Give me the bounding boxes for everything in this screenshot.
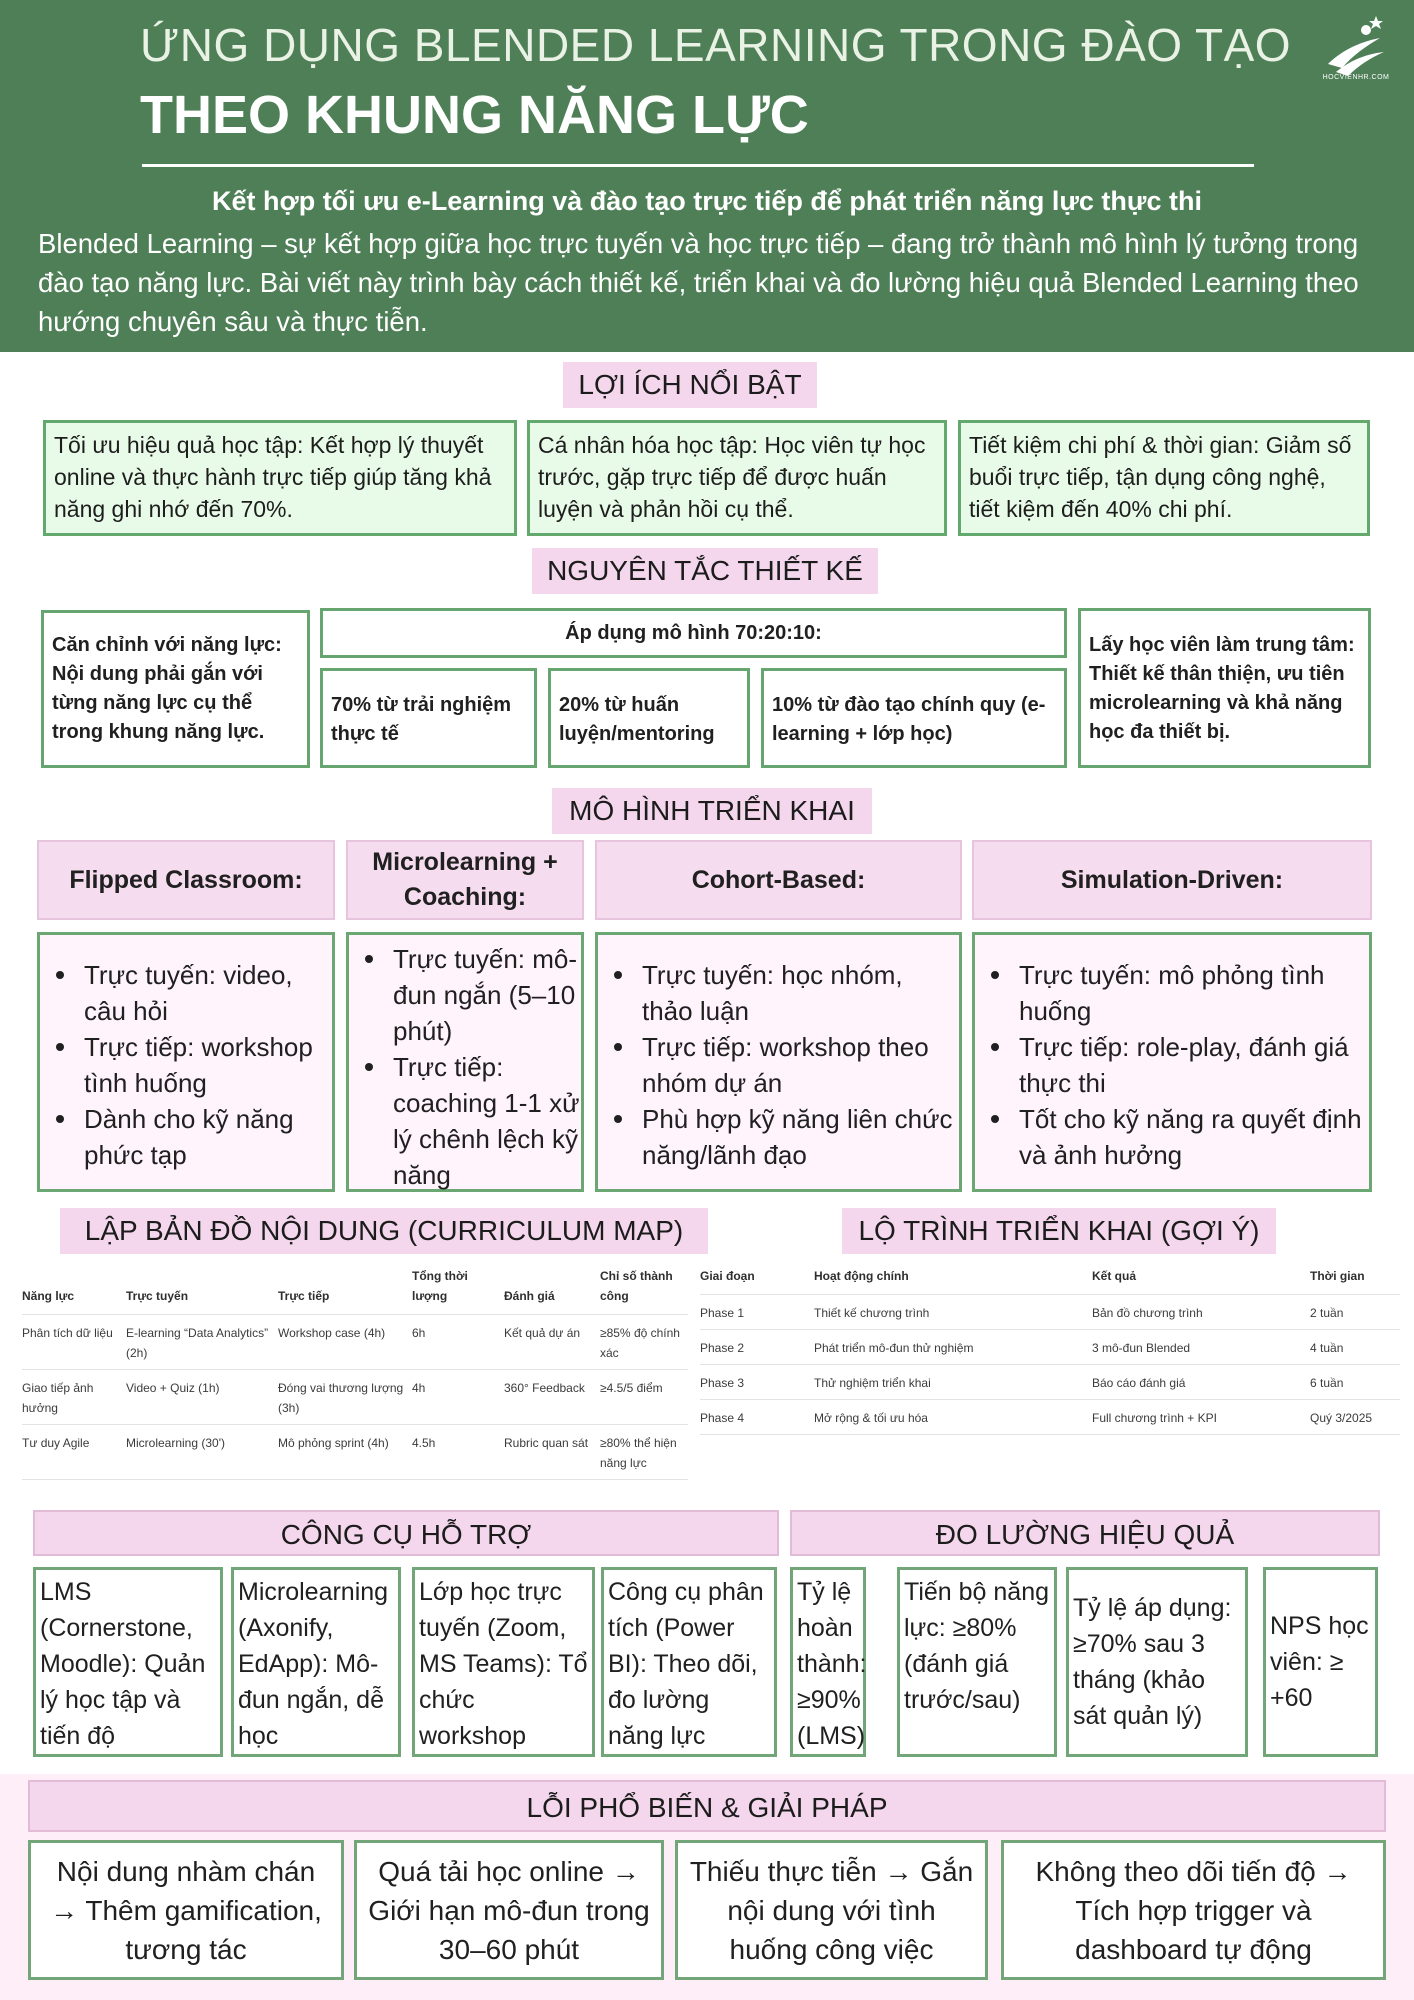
- model-bullet: Trực tuyến: mô phỏng tình huống: [975, 957, 1369, 1029]
- model-bullet: Trực tiếp: workshop theo nhóm dự án: [598, 1029, 959, 1101]
- table-cell: Phase 4: [700, 1400, 814, 1435]
- metric-text: NPS học viên: ≥ +60: [1270, 1612, 1369, 1712]
- table-cell: Phase 1: [700, 1295, 814, 1330]
- error-card: Nội dung nhàm chán → Thêm gamification, tương tác: [28, 1840, 344, 1980]
- table-row: [700, 1365, 1400, 1400]
- benefit-card: Cá nhân hóa học tập: Học viên tự học trước, gặp trực tiếp để được huấn luyện và phản hồi cụ thể.: [527, 420, 947, 536]
- table-row: [22, 1425, 688, 1480]
- subtitle: Kết hợp tối ưu e-Learning và đào tạo trực tiếp để phát triển năng lực thực thi: [212, 186, 1202, 216]
- table-cell: Thiết kế chương trình: [814, 1295, 1092, 1330]
- curriculum-title: LẬP BẢN ĐỒ NỘI DUNG (CURRICULUM MAP): [60, 1208, 708, 1254]
- model-heading: Cohort-Based:: [595, 840, 962, 920]
- model-heading: Flipped Classroom:: [37, 840, 335, 920]
- roadmap-title: LỘ TRÌNH TRIỂN KHAI (GỢI Ý): [842, 1208, 1276, 1254]
- table-row: [700, 1295, 1400, 1330]
- table-cell: Phase 2: [700, 1330, 814, 1365]
- table-cell: Mở rộng & tối ưu hóa: [814, 1400, 1092, 1435]
- benefit-card: Tiết kiệm chi phí & thời gian: Giảm số buổi trực tiếp, tận dụng công nghệ, tiết kiệm đến 40% chi phí.: [958, 420, 1370, 536]
- models-title: MÔ HÌNH TRIỂN KHAI: [552, 788, 872, 834]
- model-bullet: Trực tiếp: workshop tình huống: [40, 1029, 332, 1101]
- column-header: Thời gian: [1310, 1262, 1400, 1295]
- table-cell: 360° Feedback: [504, 1370, 600, 1425]
- table-cell: ≥4.5/5 điểm: [600, 1370, 688, 1425]
- model-heading: Simulation-Driven:: [972, 840, 1372, 920]
- column-header: Hoạt động chính: [814, 1262, 1092, 1295]
- table-cell: Video + Quiz (1h): [126, 1370, 278, 1425]
- table-row: [22, 1315, 688, 1370]
- table-cell: Kết quả dự án: [504, 1315, 600, 1370]
- table-cell: Đóng vai thương lượng (3h): [278, 1370, 412, 1425]
- table-cell: ≥80% thể hiện năng lực: [600, 1425, 688, 1480]
- table-cell: Microlearning (30'): [126, 1425, 278, 1480]
- column-header: Kết quả: [1092, 1262, 1310, 1295]
- tool-card: Công cụ phân tích (Power BI): Theo dõi, đo lường năng lực: [601, 1567, 777, 1757]
- model-bullet: Phù hợp kỹ năng liên chức năng/lãnh đạo: [598, 1101, 959, 1173]
- curriculum-table-wrap: [22, 1262, 688, 1480]
- table-cell: 6h: [412, 1315, 504, 1370]
- intro-paragraph: Blended Learning – sự kết hợp giữa học trực tuyến và học trực tiếp – đang trở thành mô hình lý tưởng trong đào tạo năng lực. Bài viết này trình bày cách thiết kế, triển khai và đo lường hiệu quả Blended Learning theo hướng chuyên sâu và thực tiễn.: [38, 228, 1359, 337]
- logo-text: HOCVIENHR.COM: [1322, 74, 1390, 81]
- model-10-text: 10% từ đào tạo chính quy (e-learning + lớp học): [772, 694, 1046, 745]
- tool-card: LMS (Cornerstone, Moodle): Quản lý học tập và tiến độ: [33, 1567, 223, 1757]
- model-20-text: 20% từ huấn luyện/mentoring: [559, 694, 715, 745]
- metric-card: [1066, 1567, 1248, 1757]
- table-cell: 4h: [412, 1370, 504, 1425]
- column-header: Trực tiếp: [278, 1262, 412, 1315]
- principle-model-title: Áp dụng mô hình 70:20:10:: [565, 621, 822, 644]
- table-row: [700, 1400, 1400, 1435]
- table-cell: Full chương trình + KPI: [1092, 1400, 1310, 1435]
- roadmap-table-wrap: [700, 1262, 1400, 1435]
- table-cell: E-learning “Data Analytics” (2h): [126, 1315, 278, 1370]
- benefit-card: Tối ưu hiệu quả học tập: Kết hợp lý thuyết online và thực hành trực tiếp giúp tăng khả năng ghi nhớ đến 70%.: [43, 420, 517, 536]
- table-cell: 4.5h: [412, 1425, 504, 1480]
- model-70-card: [320, 668, 537, 768]
- metric-card: Tiến bộ năng lực: ≥80% (đánh giá trước/sau): [897, 1567, 1057, 1757]
- title-line-2: THEO KHUNG NĂNG LỰC: [140, 85, 809, 145]
- model-bullet: Trực tuyến: học nhóm, thảo luận: [598, 957, 959, 1029]
- table-cell: Thử nghiệm triển khai: [814, 1365, 1092, 1400]
- table-header-row: [700, 1262, 1400, 1295]
- tool-card: Microlearning (Axonify, EdApp): Mô-đun ngắn, dễ học: [231, 1567, 401, 1757]
- table-cell: ≥85% độ chính xác: [600, 1315, 688, 1370]
- title-divider: [142, 164, 1254, 167]
- table-row: [22, 1370, 688, 1425]
- table-cell: Phân tích dữ liệu: [22, 1315, 126, 1370]
- table-cell: Phát triển mô-đun thử nghiệm: [814, 1330, 1092, 1365]
- table-cell: 2 tuần: [1310, 1295, 1400, 1330]
- column-header: Trực tuyến: [126, 1262, 278, 1315]
- measurement-title: ĐO LƯỜNG HIỆU QUẢ: [790, 1510, 1380, 1556]
- errors-title: LỖI PHỔ BIẾN & GIẢI PHÁP: [28, 1780, 1386, 1832]
- error-card: Không theo dõi tiến độ → Tích hợp trigger và dashboard tự động: [1001, 1840, 1386, 1980]
- table-cell: Phase 3: [700, 1365, 814, 1400]
- table-row: [700, 1330, 1400, 1365]
- model-bullet: Dành cho kỹ năng phức tạp: [40, 1101, 332, 1173]
- principle-alignment: [41, 610, 310, 768]
- principle-model-header: [320, 608, 1067, 658]
- model-bullet: Trực tuyến: mô-đun ngắn (5–10 phút): [349, 941, 581, 1049]
- table-cell: Tư duy Agile: [22, 1425, 126, 1480]
- model-body-simulation: [972, 932, 1372, 1192]
- title-line-1: ỨNG DỤNG BLENDED LEARNING TRONG ĐÀO TẠO: [140, 19, 1292, 71]
- principles-title: NGUYÊN TẮC THIẾT KẾ: [532, 548, 878, 594]
- benefits-title: LỢI ÍCH NỔI BẬT: [563, 362, 817, 408]
- table-cell: 6 tuần: [1310, 1365, 1400, 1400]
- table-cell: Workshop case (4h): [278, 1315, 412, 1370]
- column-header: Chỉ số thành công: [600, 1262, 688, 1315]
- model-10-card: [761, 668, 1067, 768]
- model-heading: Microlearning + Coaching:: [346, 840, 584, 920]
- table-cell: Rubric quan sát: [504, 1425, 600, 1480]
- column-header: Tổng thời lượng: [412, 1262, 504, 1315]
- error-card: Thiếu thực tiễn → Gắn nội dung với tình huống công việc: [675, 1840, 988, 1980]
- tool-card: Lớp học trực tuyến (Zoom, MS Teams): Tổ chức workshop: [412, 1567, 595, 1757]
- model-bullet: Tốt cho kỹ năng ra quyết định và ảnh hưởng: [975, 1101, 1369, 1173]
- column-header: Đánh giá: [504, 1262, 600, 1315]
- model-body-cohort: [595, 932, 962, 1192]
- table-cell: Giao tiếp ảnh hưởng: [22, 1370, 126, 1425]
- table-cell: 4 tuần: [1310, 1330, 1400, 1365]
- table-cell: Bản đồ chương trình: [1092, 1295, 1310, 1330]
- column-header: Năng lực: [22, 1262, 126, 1315]
- model-bullet: Trực tiếp: coaching 1-1 xử lý chênh lệch kỹ năng: [349, 1049, 581, 1193]
- model-body-flipped: [37, 932, 335, 1192]
- principle-alignment-text: Căn chỉnh với năng lực: Nội dung phải gắn với từng năng lực cụ thể trong khung năng lực.: [52, 634, 282, 743]
- model-bullet: Trực tuyến: video, câu hỏi: [40, 957, 332, 1029]
- model-70-text: 70% từ trải nghiệm thực tế: [331, 694, 512, 745]
- tools-title: CÔNG CỤ HỖ TRỢ: [33, 1510, 779, 1556]
- metric-card: Tỷ lệ hoàn thành: ≥90% (LMS): [790, 1567, 866, 1757]
- curriculum-table: [22, 1262, 688, 1480]
- table-cell: 3 mô-đun Blended: [1092, 1330, 1310, 1365]
- model-body-microlearning: [346, 932, 584, 1192]
- error-card: Quá tải học online → Giới hạn mô-đun trong 30–60 phút: [354, 1840, 664, 1980]
- model-20-card: [548, 668, 750, 768]
- table-cell: Quý 3/2025: [1310, 1400, 1400, 1435]
- metric-text: Tỷ lệ áp dụng: ≥70% sau 3 tháng (khảo sát quản lý): [1073, 1594, 1232, 1730]
- column-header: Giai đoạn: [700, 1262, 814, 1295]
- metric-card: [1263, 1567, 1378, 1757]
- principle-learner-centered: [1078, 608, 1371, 768]
- table-cell: Báo cáo đánh giá: [1092, 1365, 1310, 1400]
- principle-learner-text: Lấy học viên làm trung tâm: Thiết kế thân thiện, ưu tiên microlearning và khả năng học đa thiết bị.: [1089, 634, 1355, 743]
- table-cell: Mô phỏng sprint (4h): [278, 1425, 412, 1480]
- table-header-row: [22, 1262, 688, 1315]
- model-bullet: Trực tiếp: role-play, đánh giá thực thi: [975, 1029, 1369, 1101]
- roadmap-table: [700, 1262, 1400, 1435]
